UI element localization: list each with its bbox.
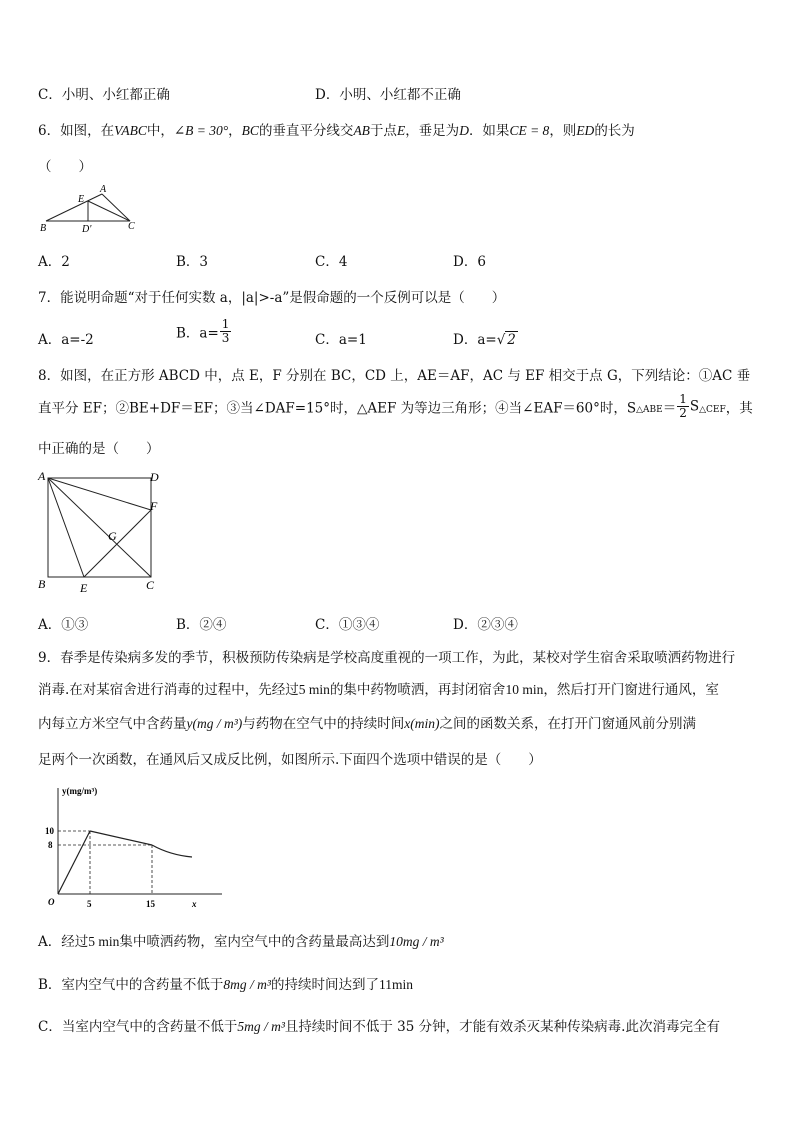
q6-label-d: D' (82, 224, 92, 235)
q9-stem-line4: 足两个一次函数，在通风后又成反比例，如图所示.下面四个选项中错误的是（ ） (38, 752, 542, 768)
q9-xlabel: x (192, 899, 197, 909)
q8-label-a: A (38, 469, 46, 483)
q6-option-c: C．4 (315, 254, 348, 270)
q7-option-b: B．a= $\frac{1}{3}$ (176, 317, 230, 345)
q8-option-b: B．②④ (176, 617, 227, 633)
q9-curve-rising (58, 831, 90, 894)
q9-stem-line1: 9．春季是传染病多发的季节，积极预防传染病是学校高度重视的一项工作，为此，某校对学生宿舍采取喷洒药物进行 (38, 650, 736, 666)
q6-label-c: C (128, 221, 135, 232)
q8-label-e: E (80, 581, 88, 595)
q7-option-a: A．a=-2 (38, 332, 94, 348)
q9-tick-15: 15 (146, 899, 155, 909)
q6-label-b: B (40, 223, 47, 234)
q6-segment-ba (46, 194, 102, 221)
q8-option-c: C．①③④ (315, 617, 380, 633)
q8-label-c: C (146, 578, 155, 592)
q9-option-c: C．当室内空气中的含药量不低于5mg / m³且持续时间不低于 35 分钟，才能有效杀灭某种传染病毒.此次消毒完全有 (38, 1019, 720, 1035)
q9-curve-falling (90, 831, 152, 845)
q6-answer-paren: （ ） (38, 159, 92, 175)
q8-segment-af (48, 478, 151, 510)
q9-option-a: A．经过5 min集中喷洒药物，室内空气中的含药量最高达到10mg / m³ (38, 934, 444, 950)
q9-tick-8: 8 (48, 840, 53, 850)
q9-stem-line2: 消毒.在对某宿舍进行消毒的过程中，先经过5 min的集中药物喷洒，再封闭宿舍10 min，然后打开门窗进行通风，室 (38, 682, 719, 698)
q5-option-c: C．小明、小红都正确 (38, 87, 170, 103)
q9-stem-line3: 内每立方米空气中含药量y(mg / m³)与药物在空气中的持续时间x(min)之间的函数关系，在打开门窗通风前分别满 (38, 716, 697, 732)
q7-option-d: D．a=√ 2 (453, 332, 516, 348)
q9-option-b: B．室内空气中的含药量不低于8mg / m³的持续时间达到了11min (38, 977, 413, 993)
q8-square-figure (36, 468, 166, 598)
q9-curve-inverse (152, 845, 192, 857)
q7-stem: 7．能说明命题“对于任何实数 a，|a|>-a”是假命题的一个反例可以是（ ） (38, 290, 506, 306)
q8-label-b: B (38, 577, 46, 591)
q6-option-b: B．3 (176, 254, 209, 270)
q8-segment-ae (48, 478, 84, 577)
q8-label-g: G (108, 529, 117, 543)
q9-ylabel: y(mg/m³) (62, 786, 98, 796)
q6-option-d: D．6 (453, 254, 486, 270)
q6-stem: 6．如图，在VABC中，∠B = 30°，BC的垂直平分线交AB于点E，垂足为D．如果CE = 8，则ED的长为 (38, 123, 635, 139)
q8-label-f: F (150, 499, 158, 513)
q8-option-a: A．①③ (38, 617, 89, 633)
q9-tick-10: 10 (45, 826, 54, 836)
q6-segment-ec (88, 201, 130, 221)
q7-option-c: C．a=1 (315, 332, 367, 348)
q6-triangle-figure (38, 180, 148, 235)
q9-origin: O (48, 897, 55, 907)
q8-stem-line1: 8．如图，在正方形 ABCD 中，点 E，F 分别在 BC，CD 上，AE＝AF，AC 与 EF 相交于点 G，下列结论：①AC 垂 (38, 368, 751, 384)
q6-option-a: A．2 (38, 254, 70, 270)
q8-option-d: D．②③④ (453, 617, 518, 633)
q9-tick-5: 5 (87, 899, 92, 909)
q6-label-e: E (78, 194, 85, 205)
q8-stem-line3: 中正确的是（ ） (38, 441, 160, 457)
q8-stem-line2: 直平分 EF；②BE+DF＝EF；③当∠DAF=15°时，△AEF 为等边三角形；④当∠EAF＝60°时，$S_{\triangle ABE}=$ $\frac{1}{2}$ $S_{\triangle CEF}$，其 (38, 392, 753, 420)
q9-function-graph (36, 782, 226, 917)
q6-segment-ac (102, 194, 130, 221)
q5-option-d: D．小明、小红都不正确 (315, 87, 461, 103)
q8-label-d: D (150, 470, 159, 484)
q6-label-a: A (100, 184, 107, 195)
